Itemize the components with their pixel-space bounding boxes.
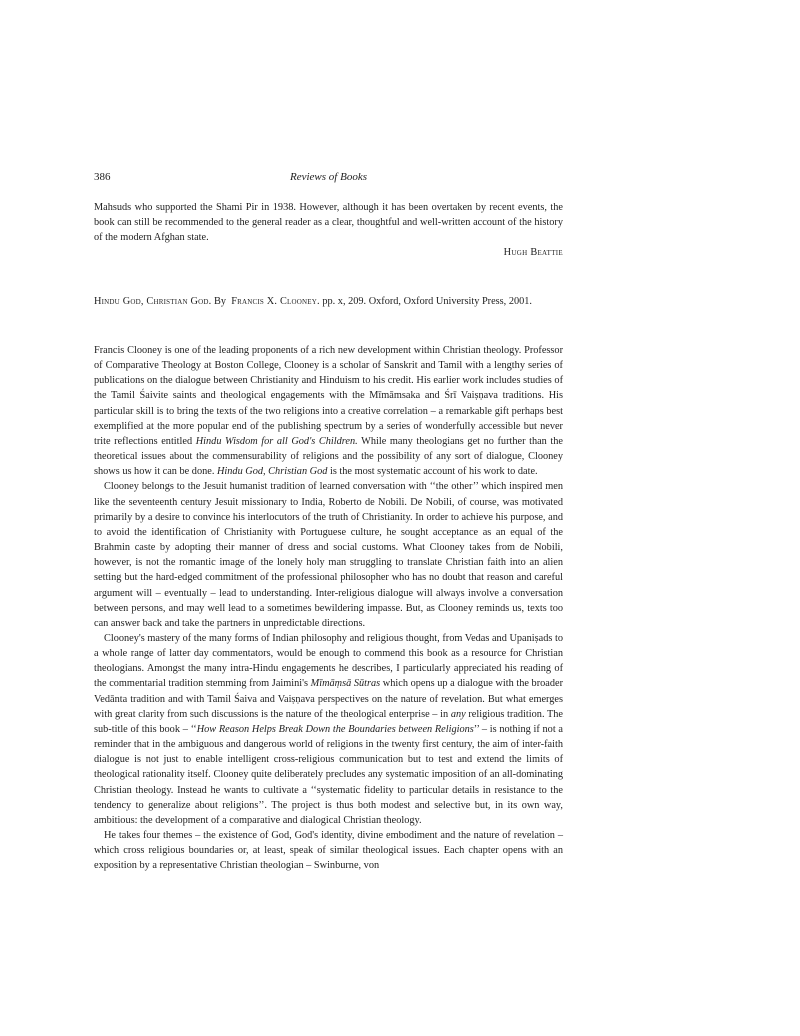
review-paragraph-4: He takes four themes – the existence of God, God's identity, divine embodiment and the nature of revelation – which cross religious boundaries or, at least, speak of similar theological issues. Each chapter opens with an exposition by a representative Christian theologian – Swinburne, von	[94, 830, 563, 872]
book-details: pp. x, 209. Oxford, Oxford University Press, 2001.	[322, 296, 532, 307]
citation-by: By	[214, 296, 227, 307]
reviewer-signature: Hugh Beattie	[503, 247, 563, 259]
p3-text-a: Clooney's mastery of the many forms of Indian philosophy and religious thought, from Vedas and Upaniṣads to a whole range of latter day commentators, would be enough to commend this book as a resource for Christian theologians. Amongst the many intra-Hindu engagements he describes, I particularly appreciated his reading of the commentarial tradition stemming from Jaimini's	[94, 632, 563, 690]
p1-italic-title-1: Hindu Wisdom for all God's Children.	[195, 435, 358, 447]
running-title: Reviews of Books	[290, 171, 367, 183]
p3-text-d: ’’ – is nothing if not a reminder that in the ambiguous and dangerous world of religions in the twenty first century, the aim of inter-faith dialogue is not just to enable intelligent cross-religious communication but to test and extend the limits of theological rationality itself. Clooney quite deliberately precludes any systematic imposition of an all-dominating Christian theology. Instead he wants to cultivate a ‘‘systematic fidelity to particular details in resistance to the tendency to generalize about religions’’. The project is thus both modest and selective but, in its own way, ambitious: the development of a comparative and dialogical Christian theology.	[94, 723, 563, 826]
citation-line	[94, 294, 563, 309]
p3-text-b: which opens up a dialogue with the broader Vedānta tradition and with Tamil Śaiva and Vaiṣṇava perspectives on the nature of revelation. But what emerges with great clarity from such discussions is the nature of the theological enterprise – in	[94, 678, 563, 720]
p3-italic-subtitle: How Reason Helps Break Down the Boundaries between Religions	[196, 723, 474, 735]
previous-review-text: Mahsuds who supported the Shami Pir in 1938. However, although it has been overtaken by recent events, the book can still be recommended to the general reader as a clear, thoughtful and well-written account of the history of the modern Afghan state.	[94, 202, 563, 244]
page-header	[94, 171, 563, 185]
p3-italic-1: Mīmāṃsā Sūtras	[310, 678, 381, 690]
p1-text-b: While many theologians get no further than the theoretical issues about the commensurability of religions and the possibility of any sort of dialogue, Clooney shows us how it can be done.	[94, 435, 564, 478]
book-citation	[94, 294, 563, 309]
review-paragraph-1	[94, 343, 563, 479]
page-number: 386	[94, 171, 111, 183]
book-author: Francis X. Clooney.	[231, 296, 320, 307]
book-title: Hindu God, Christian God.	[94, 296, 212, 307]
p3-italic-2: any	[450, 708, 466, 720]
review-paragraph-2: Clooney belongs to the Jesuit humanist tradition of learned conversation with ‘‘the other’’ which inspired men like the seventeenth century Jesuit missionary to India, Roberto de Nobili. De Nobili, of course, was motivated primarily by a desire to convince his interlocutors of the truth of Christianity. In order to achieve his purpose, and to avoid the identification of Christianity with Portuguese culture, he sought acceptance as an equal of the Brahmin caste by adopting their manner of dress and social customs. What Clooney takes from de Nobili, however, is not the romantic image of the lonely holy man struggling to translate Christian faith into an alien setting but the hard-edged commitment of the professional philosopher who has no doubt that reason and careful argument will – eventually – lead to understanding. Inter-religious dialogue will always involve a conversation between persons, and may well lead to a sometimes bewildering impasse. But, as Clooney reminds us, texts too can answer back and take the partners in unpredictable directions.	[94, 481, 563, 629]
p1-text-a: Francis Clooney is one of the leading proponents of a rich new development within Christian theology. Professor of Comparative Theology at Boston College, Clooney is a scholar of Sanskrit and Tamil with a lengthy series of publications on the dialogue between Christianity and Hinduism to his credit. His earlier work includes studies of the Tamil Śaivite saints and theological engagements with the Mīmāmsaka and Śrī Vaiṣṇava traditions. His particular skill is to bring the texts of the two religions into a creative correlation – a remarkable gift perhaps best exemplified at the more popular end of the publishing spectrum by a series of wonderfully accessible but never trite reflections entitled	[94, 345, 563, 447]
previous-review-ending	[94, 200, 563, 261]
review-paragraph-3	[94, 631, 563, 828]
p1-text-c: is the most systematic account of his work to date.	[327, 466, 538, 478]
p1-italic-title-2: Hindu God, Christian God	[216, 466, 328, 478]
review-body	[94, 343, 563, 873]
p3-text-c: religious tradition. The sub-title of this book – ‘‘	[94, 708, 564, 735]
